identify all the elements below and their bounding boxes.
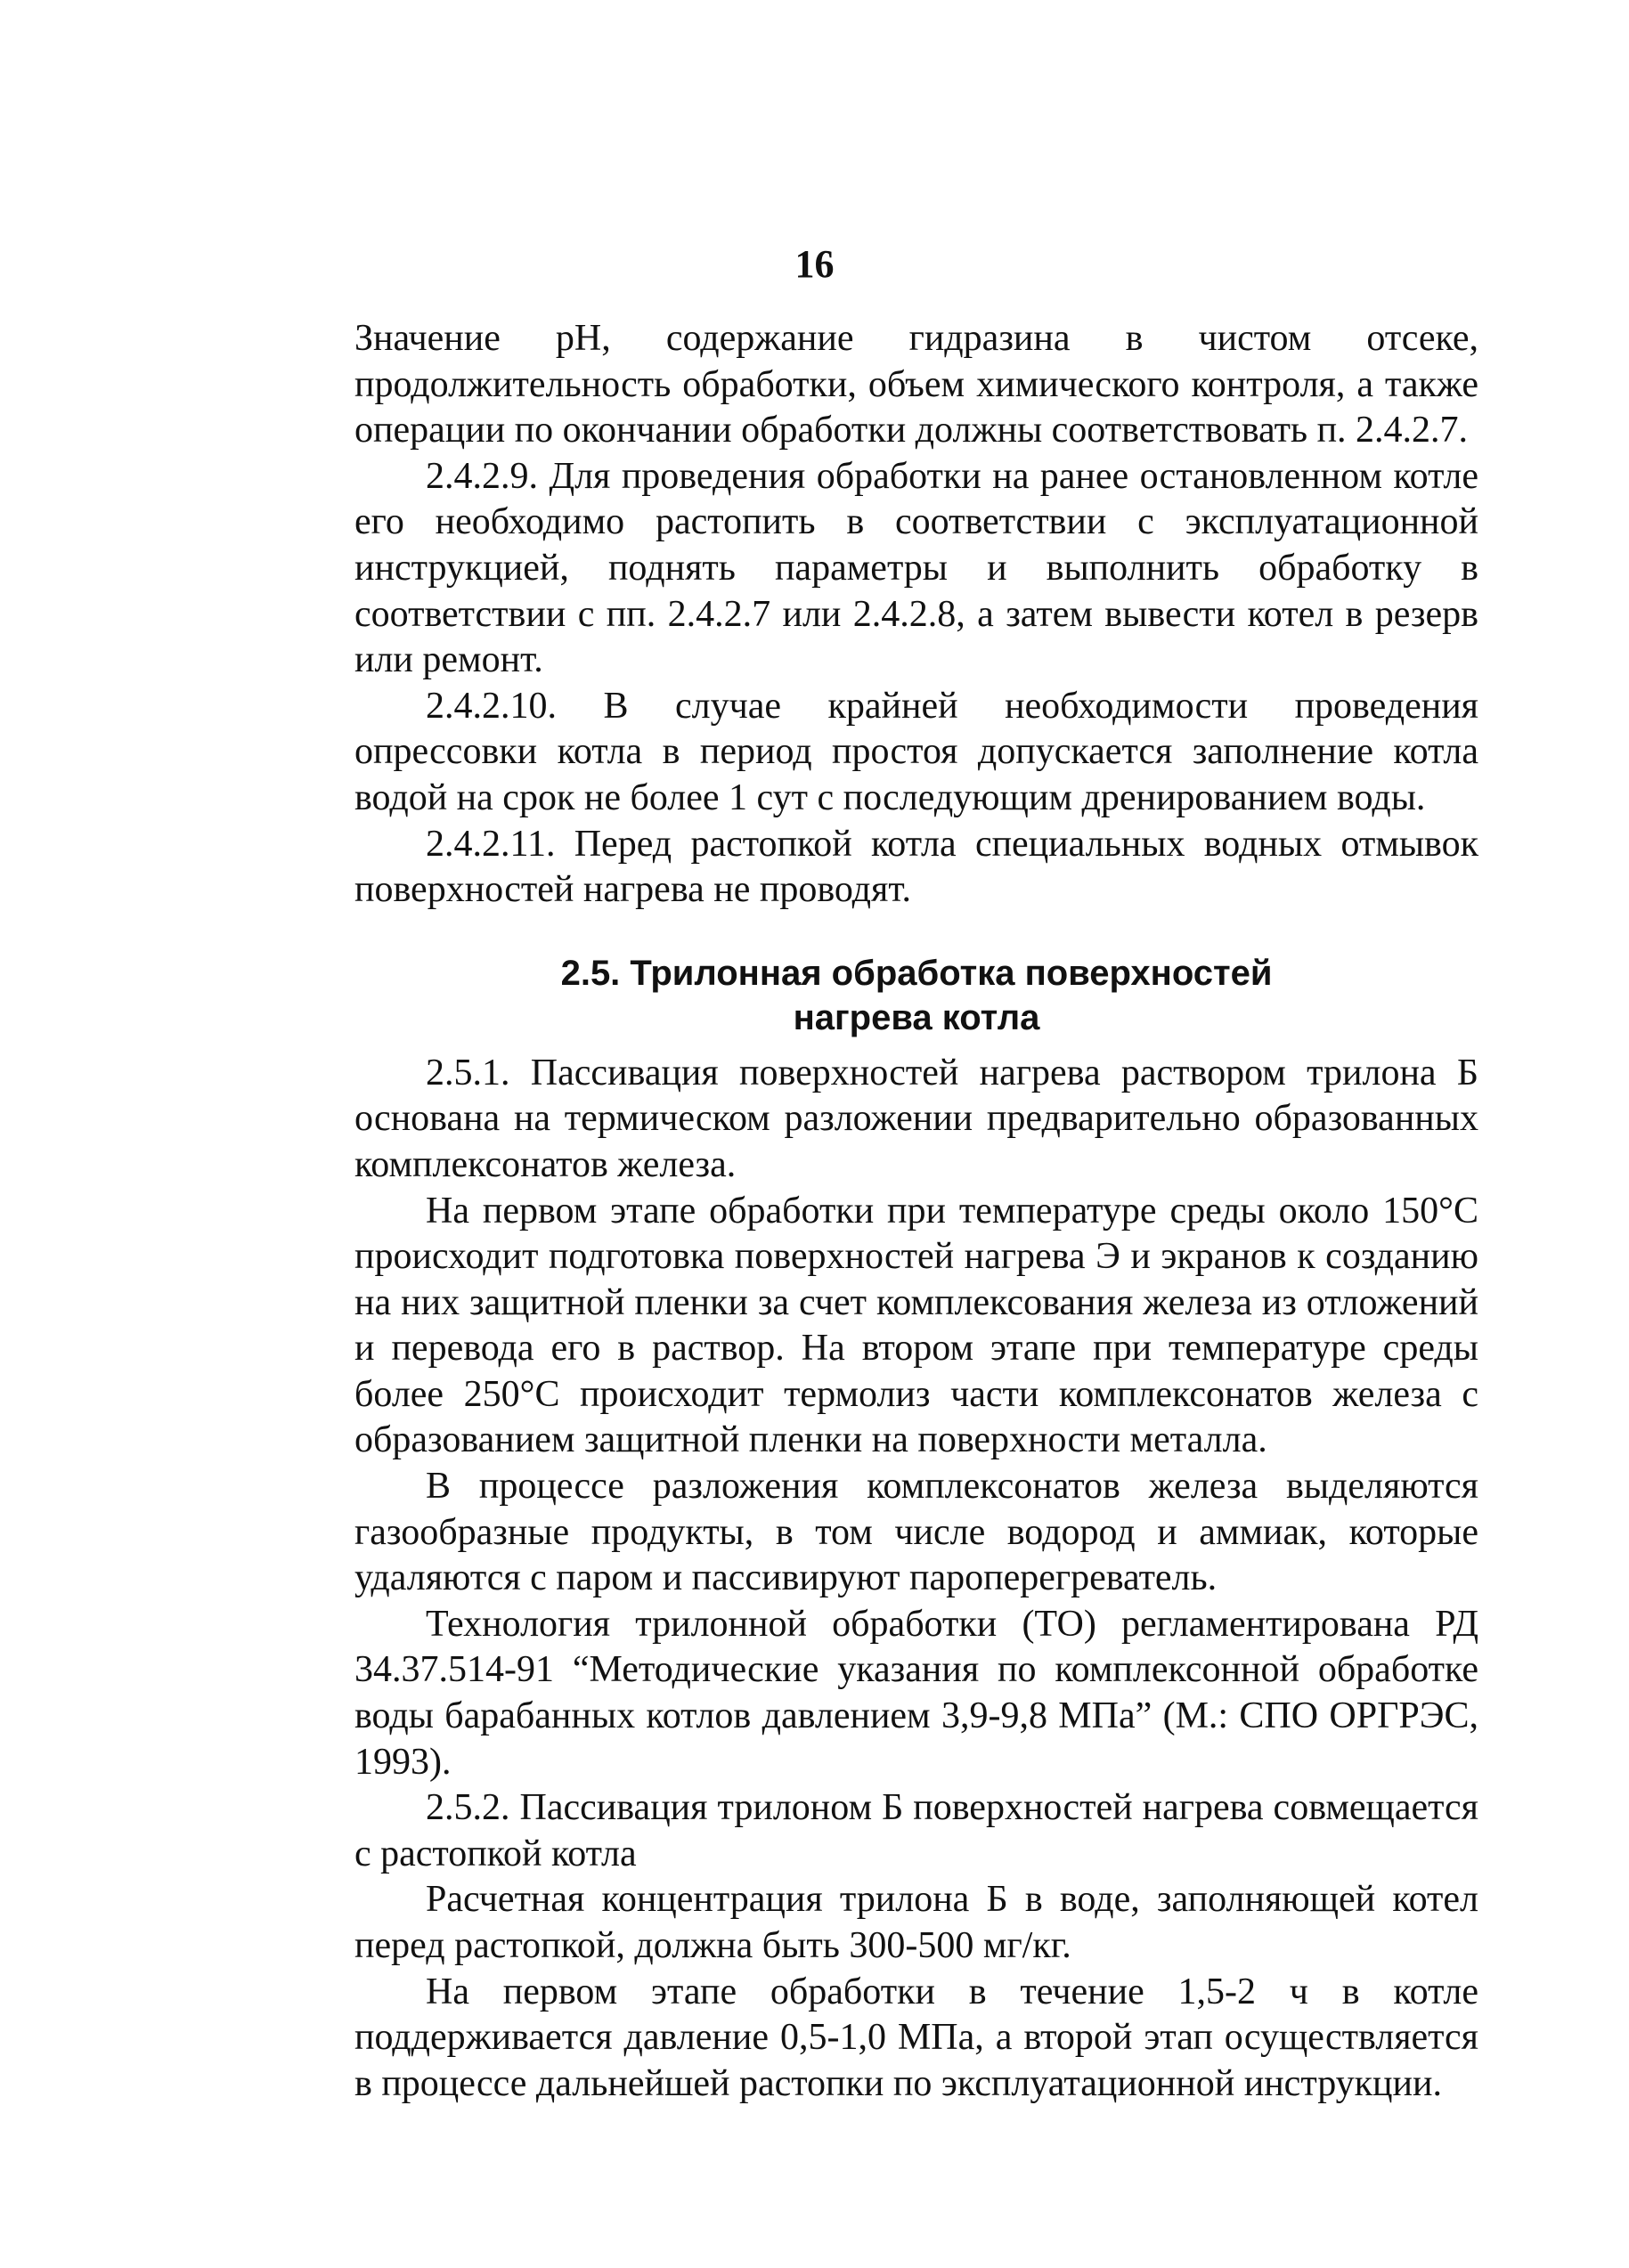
paragraph-concentration: Расчетная концентрация трилона Б в воде, заполняющей котел перед растопкой, должна быть 300-500 мг/кг. (354, 1879, 1478, 1966)
section-heading-line-1: 2.5. Трилонная обработка поверхностей (560, 953, 1273, 993)
paragraph-2-4-2-11: 2.4.2.11. Перед растопкой котла специальных водных отмывок поверхностей нагрева не проводят. (354, 823, 1478, 911)
paragraph-decomposition: В процессе разложения комплексонатов железа выделяются газообразные продукты, в том числе водород и аммиак, которые удаляются с паром и пассивируют пароперегреватель. (354, 1466, 1478, 1599)
page-number: 16 (794, 242, 835, 286)
section-heading-line-2: нагрева котла (793, 997, 1040, 1037)
document-body (354, 316, 1478, 2107)
paragraph-2-4-2-9: 2.4.2.9. Для проведения обработки на ранее остановленном котле его необходимо растопить в соответствии с эксплуатационной инструкцией, поднять параметры и выполнить обработку в соответствии с пп. 2.4.2.7 или 2.4.2.8, а затем вывести котел в резерв или ремонт. (354, 455, 1478, 681)
section-heading-2-5 (354, 951, 1478, 1040)
paragraph-pressure: На первом этапе обработки в течение 1,5-2 ч в котле поддерживается давление 0,5-1,0 МПа, а второй этап осуществляется в процессе дальнейшей растопки по эксплуатационной инструкции. (354, 1971, 1478, 2104)
paragraph-2-5-2: 2.5.2. Пассивация трилоном Б поверхностей нагрева совмещается с растопкой котла (354, 1787, 1478, 1874)
paragraph-2-4-2-10: 2.4.2.10. В случае крайней необходимости проведения опрессовки котла в период простоя допускается заполнение котла водой на срок не более 1 сут с последующим дренированием воды. (354, 685, 1478, 818)
paragraph-first-stage: На первом этапе обработки при температуре среды около 150°С происходит подготовка поверхностей нагрева Э и экранов к созданию на них защитной пленки за счет комплексования железа из отложений и перевода его в раствор. На втором этапе при температуре среды более 250°С происходит термолиз части комплексонатов железа с образованием защитной пленки на поверхности металла. (354, 1190, 1478, 1461)
paragraph-ph-hydrazine: Значение pH, содержание гидразина в чистом отсеке, продолжительность обработки, объем химического контроля, а также операции по окончании обработки должны соответствовать п. 2.4.2.7. (354, 318, 1478, 451)
paragraph-2-5-1: 2.5.1. Пассивация поверхностей нагрева раствором трилона Б основана на термическом разложении предварительно образованных комплексонатов железа. (354, 1052, 1478, 1185)
paragraph-technology: Технология трилонной обработки (ТО) регламентирована РД 34.37.514-91 “Методические указания по комплексонной обработке воды барабанных котлов давлением 3,9-9,8 МПа” (М.: СПО ОРГРЭС, 1993). (354, 1603, 1478, 1783)
